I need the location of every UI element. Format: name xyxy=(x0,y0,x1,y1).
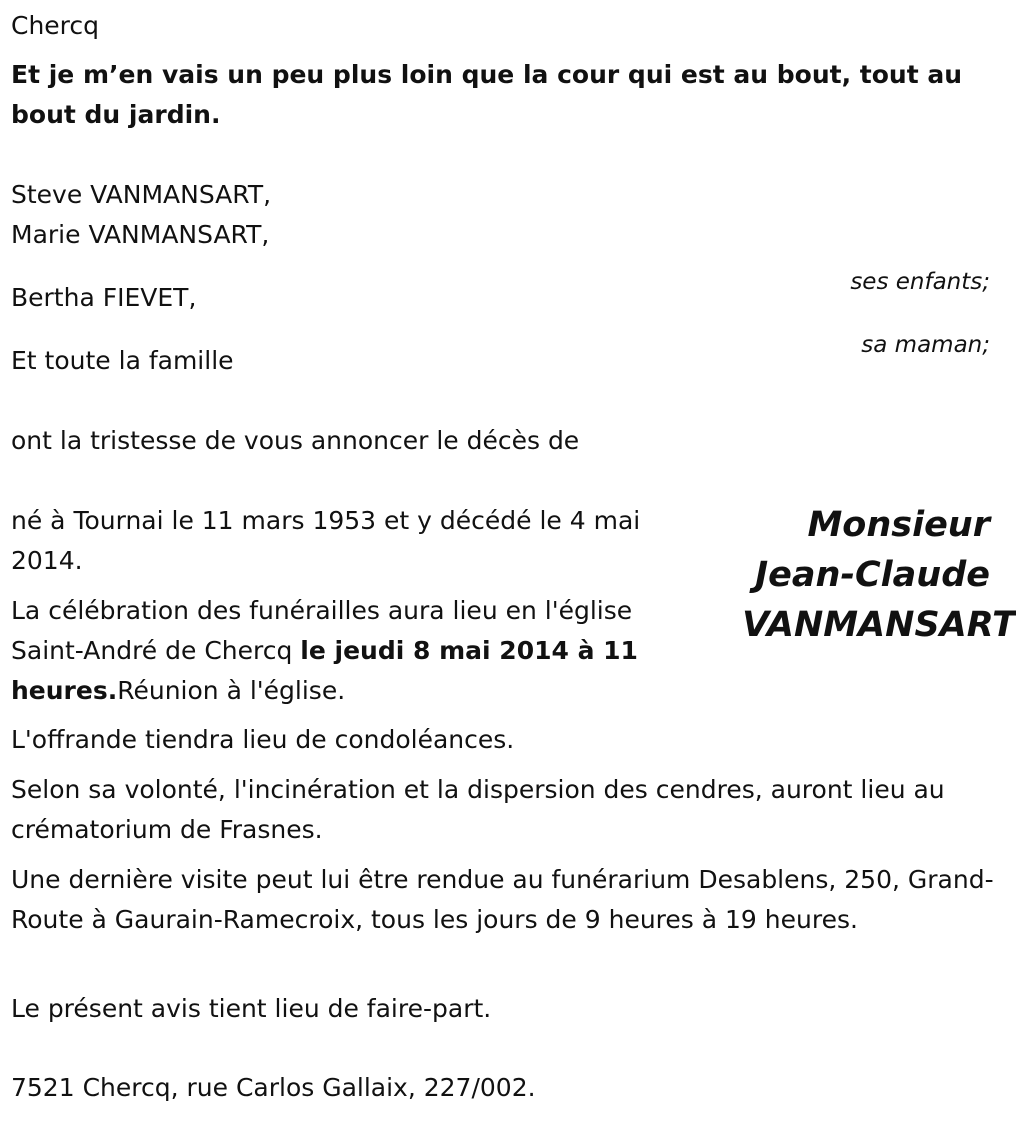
address: 7521 Chercq, rue Carlos Gallaix, 227/002. xyxy=(11,1073,536,1102)
children-role: ses enfants; xyxy=(850,269,990,295)
cremation: Selon sa volonté, l'incinération et la dispersion des cendres, auront lieu au crématorium de Frasnes. xyxy=(11,775,945,844)
funeral-intro: La célébration des funérailles aura lieu en l'église Saint-André de Chercq xyxy=(11,596,633,665)
funeral-date: le jeudi 8 mai 2014 à 11 heures. xyxy=(11,636,638,705)
funeral-meeting: Réunion à l'église. xyxy=(117,676,346,705)
notice: Le présent avis tient lieu de faire-part. xyxy=(11,994,492,1023)
deceased-last-name: VANMANSART xyxy=(742,605,1016,645)
deceased-title: Monsieur xyxy=(807,505,990,545)
funeral-paragraph xyxy=(11,591,701,711)
child-name-2: Marie VANMANSART, xyxy=(11,220,270,249)
announcement: ont la tristesse de vous annoncer le décès de xyxy=(11,426,580,455)
child-name-1: Steve VANMANSART, xyxy=(11,180,272,209)
deceased-name-block xyxy=(736,500,1016,650)
birth-death: né à Tournai le 11 mars 1953 et y décédé le 4 mai 2014. xyxy=(11,506,641,575)
mother-role: sa maman; xyxy=(861,332,990,358)
offering: L'offrande tiendra lieu de condoléances. xyxy=(11,725,515,754)
family-line: Et toute la famille xyxy=(11,346,234,375)
quote: Et je m’en vais un peu plus loin que la cour qui est au bout, tout au bout du jardin. xyxy=(11,60,963,129)
place-heading: Chercq xyxy=(11,11,100,40)
visit: Une dernière visite peut lui être rendue au funérarium Desablens, 250, Grand-Route à Gaurain-Ramecroix, tous les jours de 9 heures à 19 heures. xyxy=(11,865,994,934)
mother-name: Bertha FIEVET, xyxy=(11,283,197,312)
deceased-first-name: Jean-Claude xyxy=(755,555,990,595)
